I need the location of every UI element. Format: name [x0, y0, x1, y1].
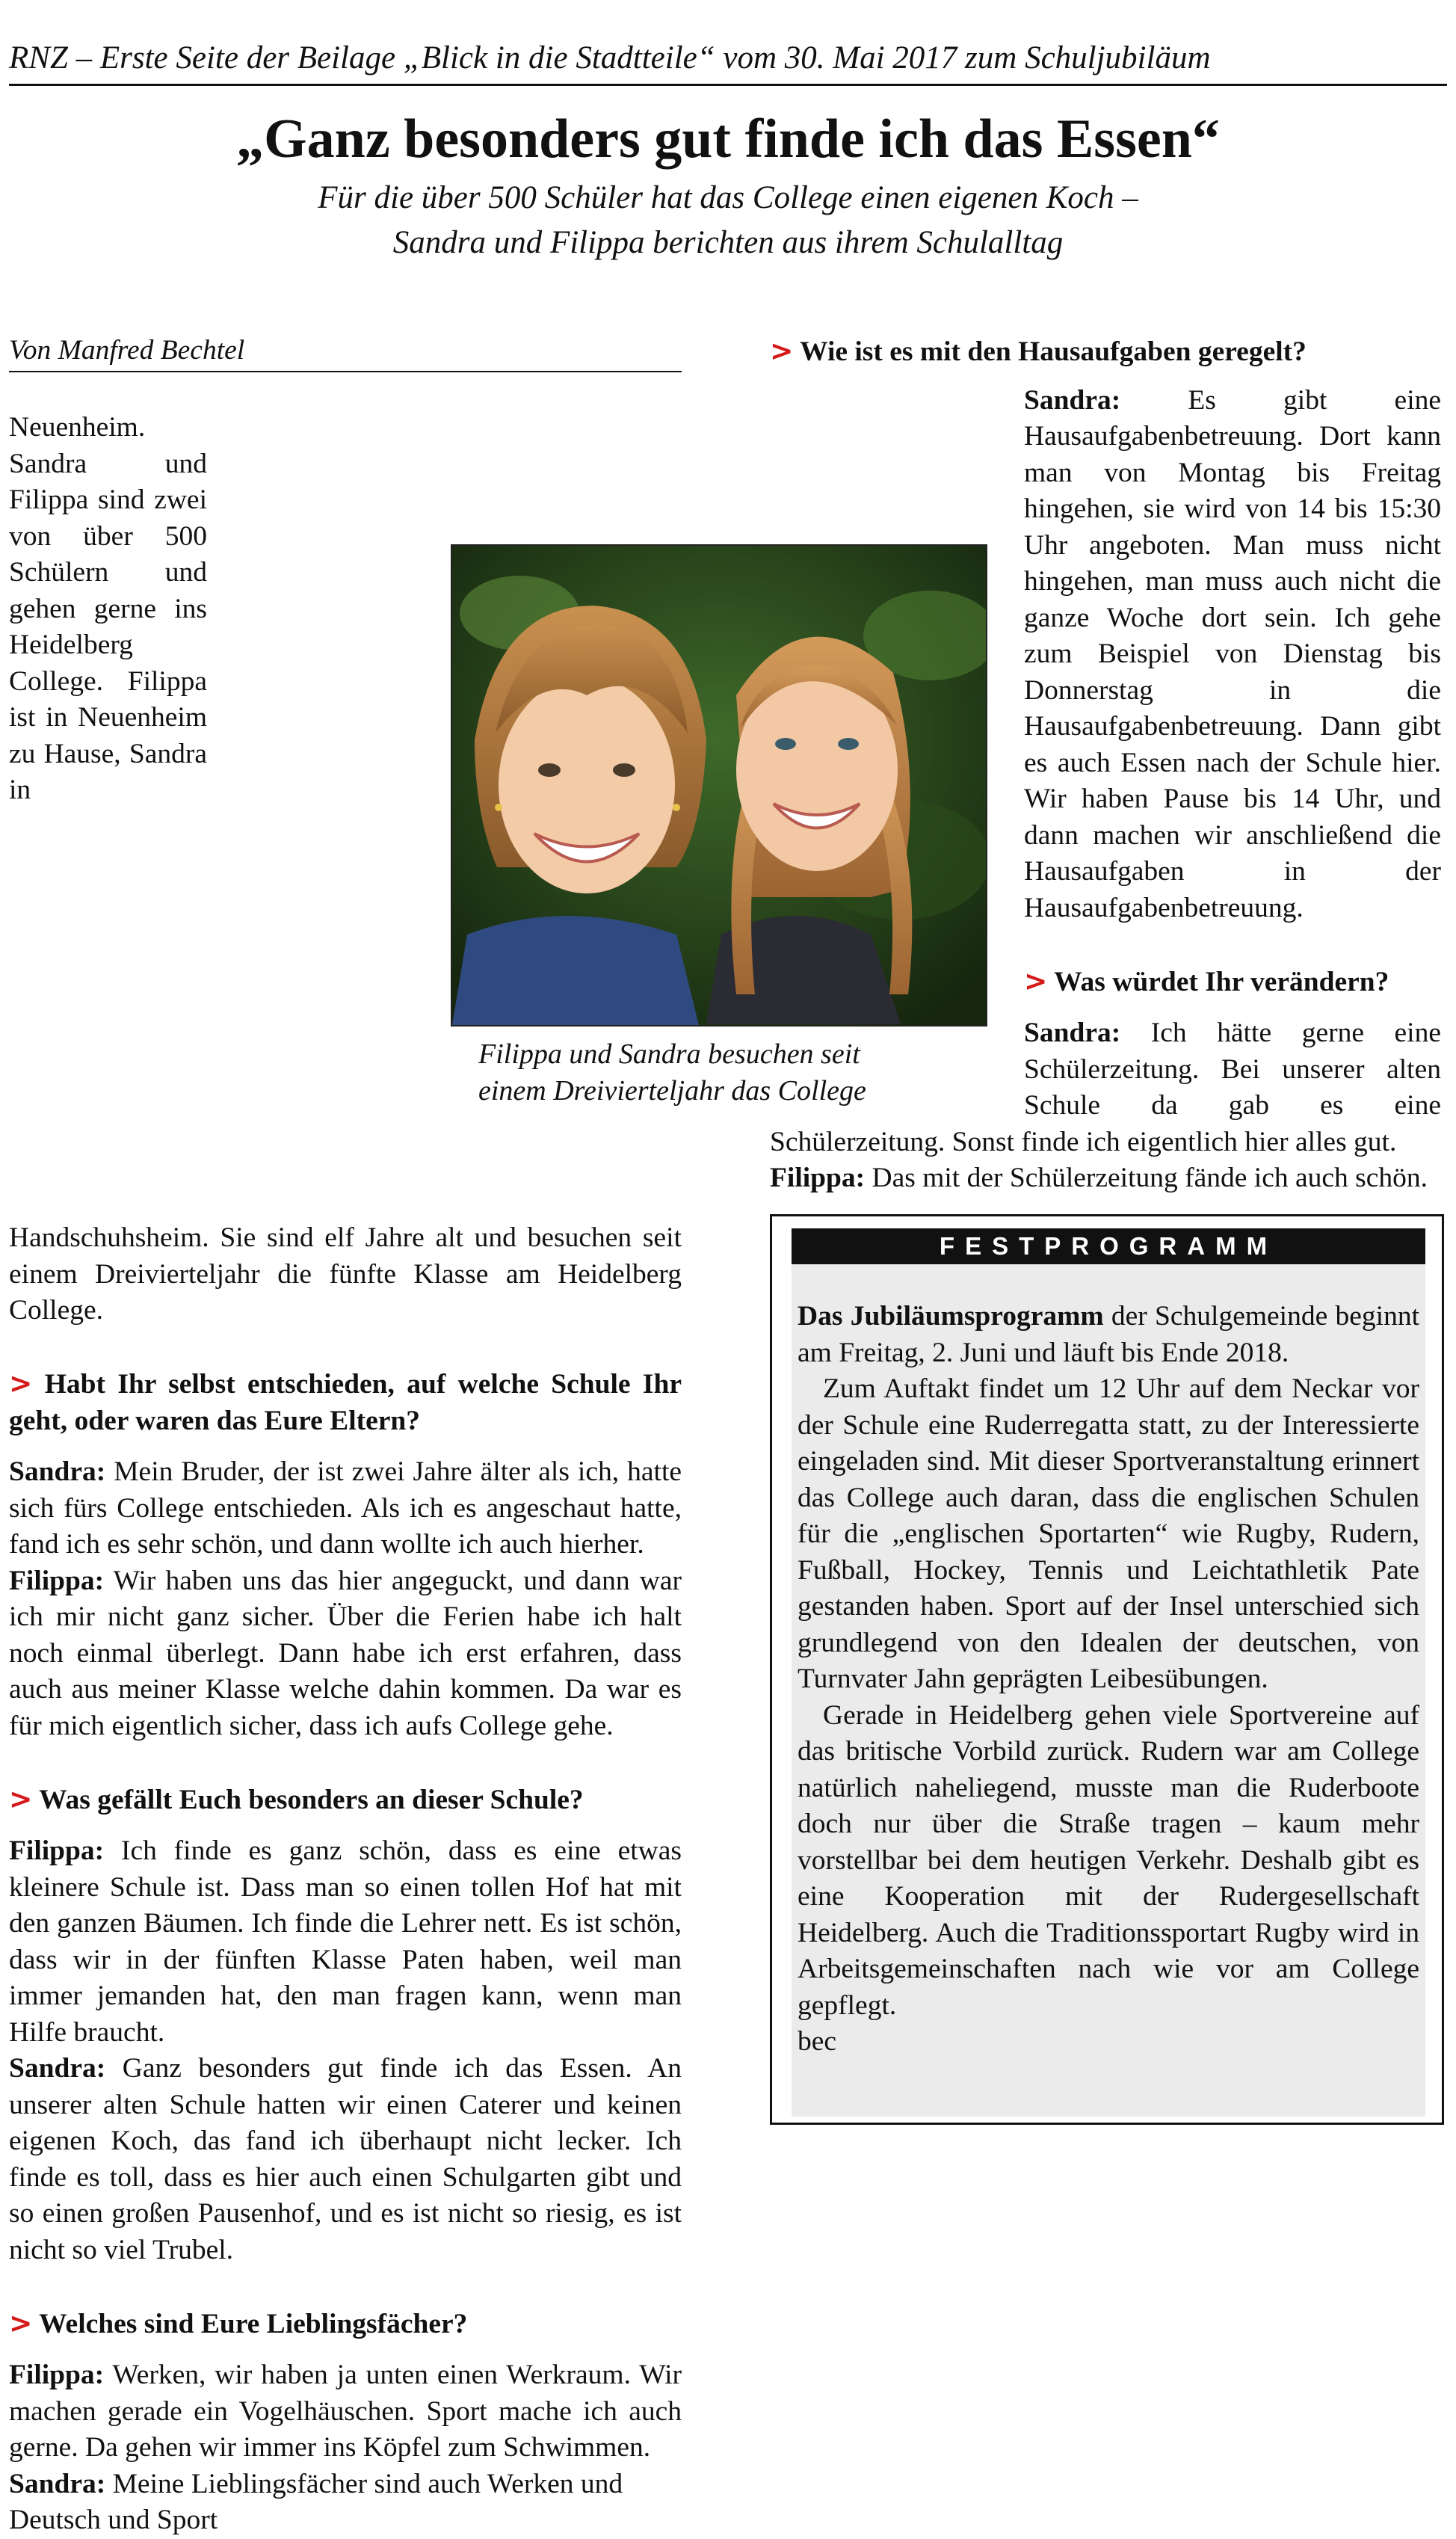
question-marker: >: [770, 334, 794, 367]
question-4: [770, 333, 1441, 371]
answer-text: Meine Lieblingsfächer sind auch Werken und Deutsch und Sport: [9, 2468, 623, 2535]
festprogramm-paragraph-1: [798, 1299, 1419, 1371]
answer-text: Ich finde es ganz schön, dass es eine etwas kleinere Schule ist. Dass man so einen tollen Hof hat mit den ganzen Bäumen. Ich finde die Lehrer nett. Es ist schön, dass wir in der fünften Klasse Paten haben, weil man immer jemanden hat, den man fragen kann, wenn man Hilfe braucht.: [9, 1835, 682, 2048]
answer-text: Das mit der Schülerzeitung fände ich auch schön.: [872, 1163, 1428, 1193]
photo-caption: [478, 1036, 957, 1109]
festprogramm-paragraph-3: Gerade in Heidelberg gehen viele Sportvereine auf das britische Vorbild zurück. Rudern war am College natürlich naheliegend, musste man die Ruderboote doch nur über die Straße tragen – kaum mehr vorstellbar bei dem heutigen Verkehr. Deshalb gibt es eine Kooperation mit der Rudergesellschaft Heidelberg. Auch die Traditionssportart Rugby wird in Arbeitsgemeinschaften nach wie vor am College gepflegt.: [798, 1699, 1419, 2021]
question-marker: >: [1024, 964, 1048, 997]
speaker-label: Filippa:: [770, 1163, 866, 1193]
question-2-text: Was gefällt Euch besonders an dieser Schule?: [39, 1784, 584, 1815]
question-3: [9, 2305, 682, 2343]
question-marker: >: [9, 1367, 33, 1400]
answer-3-sandra: [9, 2466, 682, 2539]
question-1-text: Habt Ihr selbst entschieden, auf welche Schule Ihr geht, oder waren das Eure Eltern?: [9, 1369, 682, 1436]
festprogramm-heading: FESTPROGRAMM: [792, 1228, 1425, 1264]
question-5-text: Was würdet Ihr verändern?: [1054, 966, 1389, 997]
answer-text: Werken, wir haben ja unten einen Werkraum. Wir machen gerade ein Vogelhäuschen. Sport mache ich auch gerne. Da gehen wir immer ins Köpfel zum Schwimmen.: [9, 2360, 682, 2463]
question-2: [9, 1781, 682, 1819]
answer-2-sandra: [9, 2051, 682, 2268]
subtitle-line-1: Für die über 500 Schüler hat das College einen eigenen Koch –: [318, 180, 1138, 215]
speaker-label: Sandra:: [9, 1456, 106, 1487]
question-3-text: Welches sind Eure Lieblingsfächer?: [39, 2308, 468, 2339]
answer-text: Ganz besonders gut finde ich das Essen. An unserer alten Schule hatten wir einen Caterer und keinen eigenen Koch, das fand ich überhaupt nicht lecker. Ich finde es toll, dass es hier auch einen Schulgarten gibt und so einen großen Pausenhof, und es ist nicht so riesig, es ist nicht so viel Trubel.: [9, 2053, 682, 2265]
photo-two-girls: [451, 544, 987, 1027]
question-1: [9, 1365, 682, 1439]
speaker-label: Sandra:: [1024, 1018, 1121, 1048]
caption-line-2: einem Dreivierteljahr das College: [478, 1074, 866, 1107]
answer-1-filippa: [9, 1563, 682, 1745]
speaker-label: Sandra:: [9, 2468, 106, 2499]
byline: Von Manfred Bechtel: [9, 333, 682, 372]
answer-1-sandra: [9, 1454, 682, 1563]
answer-5-filippa: [770, 1160, 1441, 1197]
answer-text: Wir haben uns das hier angeguckt, und dann war ich mir nicht ganz sicher. Über die Ferien habe ich halt noch einmal überlegt. Dann habe ich erst erfahren, dass auch aus meiner Klasse welche dahin kommen. Da war es für mich eigentlich sicher, dass ich aufs College gehe.: [9, 1565, 682, 1741]
festprogramm-box: [770, 1214, 1444, 2125]
festprogramm-text: [798, 1299, 1419, 2061]
speaker-label: Filippa:: [9, 2360, 105, 2390]
question-marker: >: [9, 1782, 33, 1815]
question-4-text: Wie ist es mit den Hausaufgaben geregelt?: [800, 336, 1307, 367]
speaker-label: Sandra:: [1024, 384, 1121, 416]
question-marker: >: [9, 2306, 33, 2339]
answer-text: Ich hätte gerne eine Schülerzeitung. Bei unserer alten Schule da gab es eine Schülerzeitung. Sonst finde ich eigentlich hier alles gut.: [770, 1018, 1441, 1157]
answer-3-filippa: [9, 2357, 682, 2466]
speaker-label: Sandra:: [9, 2053, 106, 2084]
festprogramm-lead: Das Jubiläumsprogramm: [798, 1301, 1104, 1332]
festprogramm-paragraph-2: Zum Auftakt findet um 12 Uhr auf dem Neckar vor der Schule eine Ruderregatta statt, zu der Interessierte eingeladen sind. Mit dieser Sportveranstaltung erinnert das College auch daran, dass die englischen Schulen für die „englischen Sportarten“ wie Rugby, Rudern, Fußball, Hockey, Tennis und Leichtathletik Pate gestanden haben. Sport auf der Insel unterschied sich grundlegend von den Idealen der deutschen, von Turnvater Jahn geprägten Leibesübungen.: [798, 1373, 1419, 1694]
intro-paragraph: Neuenheim. Sandra und Filippa sind zwei von über 500 Schülern und gehen gerne ins Heidelberg College. Filippa ist in Neuenheim zu Hause, Sandra in Handschuhsheim. Sie sind elf Jahre alt und besuchen seit einem Dreivierteljahr die fünfte Klasse am Heidelberg College.: [9, 412, 682, 1326]
portrait-illustration: [452, 546, 986, 1025]
speaker-label: Filippa:: [9, 1835, 105, 1866]
speaker-label: Filippa:: [9, 1565, 105, 1596]
answer-text: Mein Bruder, der ist zwei Jahre älter als ich, hatte sich fürs College entschieden. Als ich es angeschaut hatte, fand ich es sehr schön, und dann wollte ich auch hierher.: [9, 1456, 682, 1560]
caption-line-1: Filippa und Sandra besuchen seit: [478, 1038, 860, 1070]
newspaper-source-line: RNZ – Erste Seite der Beilage „Blick in die Stadtteile“ vom 30. Mai 2017 zum Schuljubiläum: [9, 36, 1447, 86]
festprogramm-signature: bec: [798, 2026, 837, 2057]
answer-2-filippa: [9, 1833, 682, 2051]
article-title: „Ganz besonders gut finde ich das Essen“: [236, 108, 1220, 170]
festprogramm-panel: [792, 1228, 1425, 2117]
article-subtitle: [0, 176, 1456, 265]
answer-text: Es gibt eine Hausaufgabenbetreuung. Dort kann man von Montag bis Freitag hingehen, sie wird von 14 bis 15:30 Uhr angeboten. Man muss nicht hingehen, man muss auch nicht die ganze Woche dort sein. Ich gehe zum Beispiel von Dienstag bis Donnerstag in die Hausaufgabenbetreuung. Dann gibt es auch Essen nach der Schule hier. Wir haben Pause bis 14 Uhr, und dann machen wir anschließend die Hausaufgaben in der Hausaufgabenbetreuung.: [1024, 384, 1442, 923]
festprogramm-lead-rest: der Schulgemeinde beginnt am Freitag, 2. Juni und läuft bis Ende 2018.: [798, 1301, 1419, 1368]
subtitle-line-2: Sandra und Filippa berichten aus ihrem Schulalltag: [392, 225, 1064, 260]
